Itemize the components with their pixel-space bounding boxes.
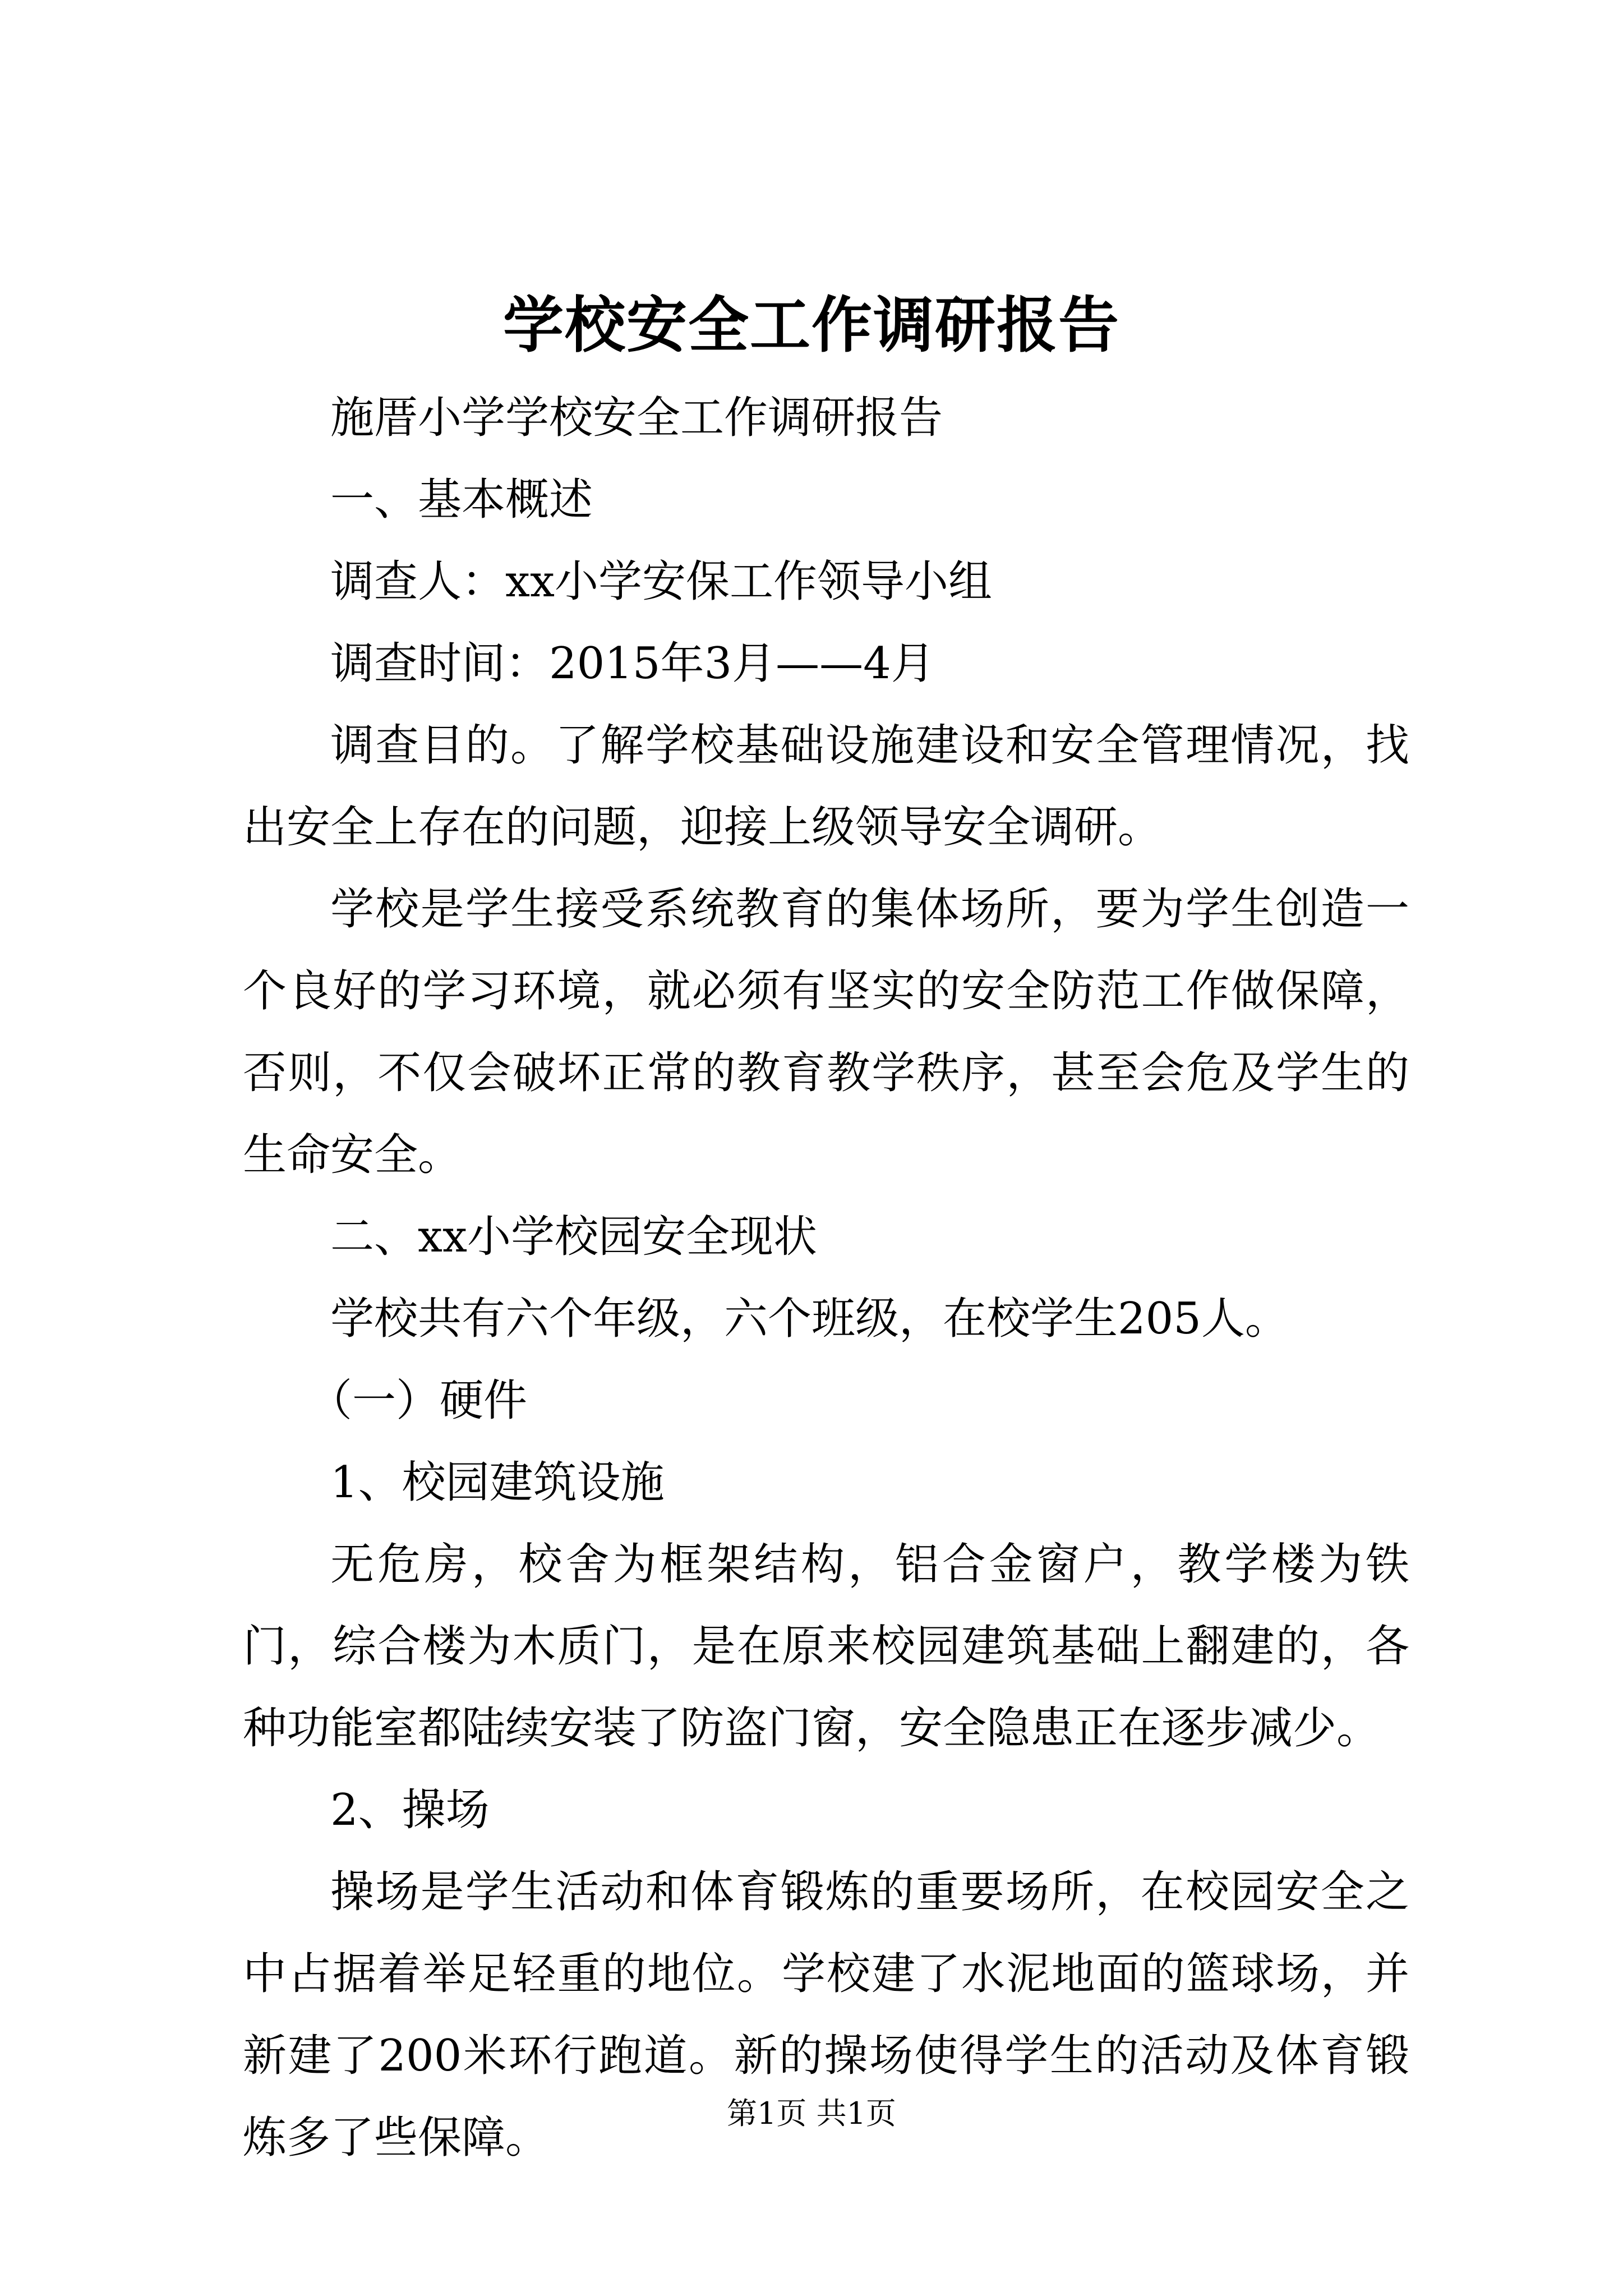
body-paragraph: 无危房，校舍为框架结构，铝合金窗户，教学楼为铁门，综合楼为木质门，是在原来校园建筑基础上翻建的，各种功能室都陆续安装了防盗门窗，安全隐患正在逐步减少。 [243, 1539, 1409, 1754]
document-title: 学校安全工作调研报告 [502, 290, 1120, 361]
section-heading: 二、xx小学校园安全现状 [330, 1212, 817, 1262]
page-footer: 第1页 共1页 [727, 2096, 896, 2131]
investigation-time-line: 调查时间：2015年3月——4月 [330, 638, 935, 689]
body-paragraph: 学校是学生接受系统教育的集体场所，要为学生创造一个良好的学习环境，就必须有坚实的安全防范工作做保障，否则，不仅会破坏正常的教育教学秩序，甚至会危及学生的生命安全。 [243, 884, 1409, 1180]
subtitle-paragraph: 施厝小学学校安全工作调研报告 [330, 393, 943, 443]
body-paragraph: 操场是学生活动和体育锻炼的重要场所，在校园安全之中占据着举足轻重的地位。学校建了水泥地面的篮球场，并新建了200米环行跑道。新的操场使得学生的活动及体育锻炼多了些保障。 [243, 1867, 1409, 2163]
item-heading: 1、校园建筑设施 [330, 1457, 665, 1508]
investigator-line: 调查人：xx小学安保工作领导小组 [330, 556, 992, 607]
item-heading: 2、操场 [330, 1785, 490, 1835]
body-paragraph: 学校共有六个年级，六个班级，在校学生205人。 [330, 1294, 1289, 1344]
document-body [243, 377, 1409, 2179]
purpose-paragraph: 调查目的。了解学校基础设施建设和安全管理情况，找出安全上存在的问题，迎接上级领导安全调研。 [243, 720, 1409, 853]
subsection-heading: （一）硬件 [308, 1375, 528, 1426]
section-heading: 一、基本概述 [330, 475, 593, 525]
